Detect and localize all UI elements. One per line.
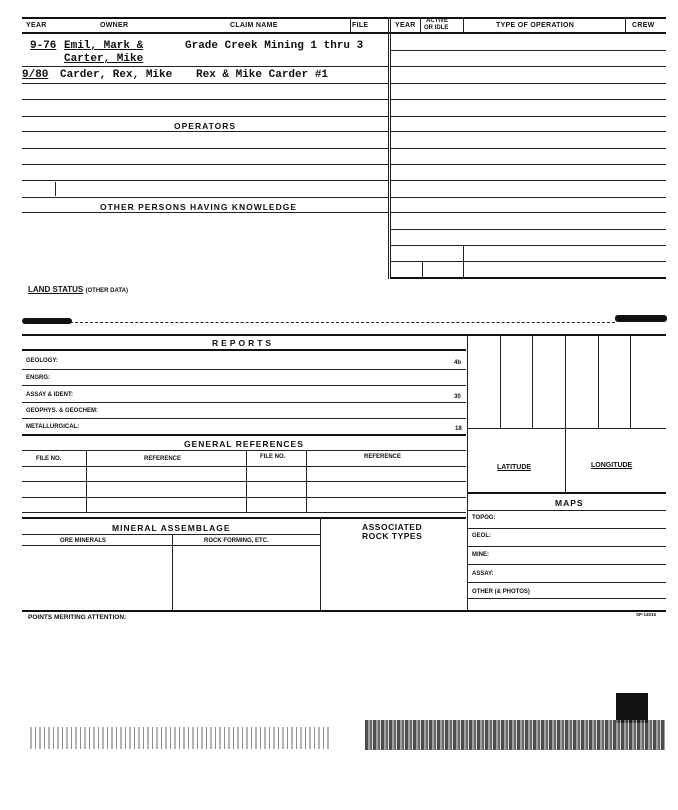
divider-reports-right — [467, 334, 468, 610]
associated-heading: ASSOCIATED — [362, 522, 423, 532]
rule — [467, 528, 666, 529]
header-year-2: YEAR — [395, 22, 416, 29]
map-other: OTHER (& PHOTOS) — [472, 589, 530, 595]
mineral-assemblage-heading: MINERAL ASSEMBLAGE — [112, 523, 231, 533]
rule — [390, 50, 666, 51]
refs-file-no: FILE NO. — [36, 456, 62, 462]
rule — [22, 497, 466, 498]
rock-types-heading: ROCK TYPES — [362, 531, 423, 541]
divider — [420, 17, 421, 32]
form-number: SP-14015 — [636, 612, 657, 617]
divider — [350, 17, 351, 32]
report-label: ASSAY & IDENT: — [26, 392, 74, 398]
smudge-right — [615, 315, 667, 322]
rule — [22, 116, 388, 117]
header-bottom-rule — [22, 32, 666, 34]
report-num: 30 — [454, 394, 461, 400]
grid-line — [532, 334, 533, 428]
rule — [467, 582, 666, 583]
rule — [22, 534, 320, 535]
divider-main-right-2 — [388, 17, 389, 279]
rock-forming-header: ROCK FORMING, ETC. — [204, 538, 269, 544]
land-status-heading: LAND STATUS (OTHER DATA) — [28, 285, 128, 294]
header-file: FILE — [352, 22, 369, 29]
other-persons-heading: OTHER PERSONS HAVING KNOWLEDGE — [100, 202, 298, 212]
header-top-rule — [22, 17, 666, 19]
claim-year-2: 9/80 — [22, 69, 49, 81]
refs-reference: REFERENCE — [144, 456, 182, 462]
header-or-idle: OR IDLE — [424, 25, 449, 31]
tick — [55, 182, 56, 196]
scan-noise-left — [30, 727, 330, 749]
rule — [467, 564, 666, 565]
map-assay: ASSAY: — [472, 571, 494, 577]
rule — [22, 481, 466, 482]
rule — [390, 197, 666, 198]
latitude-label: LATITUDE — [497, 464, 532, 471]
rule — [22, 385, 466, 386]
ore-minerals-header: ORE MINERALS — [60, 538, 107, 544]
divider — [320, 517, 321, 610]
claim-owner-2: Carder, Rex, Mike — [60, 69, 173, 81]
grid-line — [630, 334, 631, 428]
claim-year-1: 9-76 — [30, 40, 57, 52]
scan-noise-right — [365, 720, 665, 750]
rule — [390, 261, 666, 262]
claim-name-2: Rex & Mike Carder #1 — [196, 69, 329, 81]
rule — [22, 164, 388, 165]
header-crew: CREW — [632, 22, 655, 29]
rule — [390, 99, 666, 100]
rule — [390, 83, 666, 84]
rule — [390, 66, 666, 67]
rule — [22, 450, 466, 451]
rule — [467, 598, 666, 599]
rule — [22, 517, 466, 519]
rule — [390, 229, 666, 230]
rule — [390, 277, 666, 279]
claim-name-1: Grade Creek Mining 1 thru 3 — [185, 40, 364, 52]
rule — [70, 322, 615, 323]
rule — [22, 418, 466, 419]
map-topog: TOPOG: — [472, 515, 496, 521]
rule — [390, 245, 666, 246]
rule — [22, 349, 466, 351]
rule — [22, 99, 388, 100]
rule — [390, 180, 666, 181]
claim-owner-1-line2: Carter, Mike — [64, 53, 144, 65]
scan-mark — [616, 693, 648, 723]
rule — [22, 148, 388, 149]
longitude-label: LONGITUDE — [591, 462, 633, 469]
rule — [390, 212, 666, 213]
reports-heading: REPORTS — [212, 338, 275, 348]
report-label: ENGRG: — [26, 375, 50, 381]
map-geol: GEOL: — [472, 533, 491, 539]
divider — [306, 450, 307, 512]
reports-top-rule — [22, 334, 666, 336]
rule — [390, 116, 666, 117]
grid-line — [598, 334, 599, 428]
rule — [22, 212, 388, 213]
divider — [565, 428, 566, 492]
rule — [22, 610, 666, 612]
rule — [467, 492, 666, 494]
rule — [22, 434, 466, 436]
points-heading: POINTS MERITING ATTENTION: — [28, 614, 127, 621]
general-references-heading: GENERAL REFERENCES — [184, 439, 304, 449]
divider — [463, 17, 464, 32]
rule — [22, 466, 466, 467]
maps-heading: MAPS — [555, 498, 584, 508]
rule — [22, 83, 388, 84]
rule — [22, 545, 320, 546]
report-num: 18 — [455, 426, 462, 432]
rule — [467, 428, 666, 429]
rule — [22, 131, 388, 132]
header-claim-name: CLAIM NAME — [230, 22, 278, 29]
rule — [22, 197, 388, 198]
divider — [86, 450, 87, 512]
smudge-left — [22, 318, 72, 324]
divider — [625, 17, 626, 32]
refs-reference-2: REFERENCE — [364, 454, 402, 460]
rule — [390, 148, 666, 149]
refs-file-no-2: FILE NO. — [260, 454, 286, 460]
rule — [22, 402, 466, 403]
rule — [390, 164, 666, 165]
operators-heading: OPERATORS — [174, 121, 237, 131]
header-owner: OWNER — [100, 22, 129, 29]
grid-line — [565, 334, 566, 428]
header-type-of-operation: TYPE OF OPERATION — [496, 22, 575, 29]
grid-line — [500, 334, 501, 428]
rule — [22, 180, 388, 181]
tick — [463, 245, 464, 277]
rule — [22, 66, 388, 67]
report-label: GEOLOGY: — [26, 358, 58, 364]
header-active: ACTIVE — [426, 18, 449, 24]
claim-owner-1: Emil, Mark & — [64, 40, 144, 52]
divider — [246, 450, 247, 512]
divider — [172, 534, 173, 610]
report-label: METALLURGICAL: — [26, 424, 80, 430]
rule — [467, 510, 666, 511]
rule — [22, 512, 466, 513]
map-mine: MINE: — [472, 552, 489, 558]
tick — [422, 261, 423, 277]
report-num: 4b — [454, 360, 462, 366]
header-year: YEAR — [26, 22, 47, 29]
rule — [22, 369, 466, 370]
rule — [390, 131, 666, 132]
rule — [467, 546, 666, 547]
report-label: GEOPHYS. & GEOCHEM: — [26, 408, 99, 414]
